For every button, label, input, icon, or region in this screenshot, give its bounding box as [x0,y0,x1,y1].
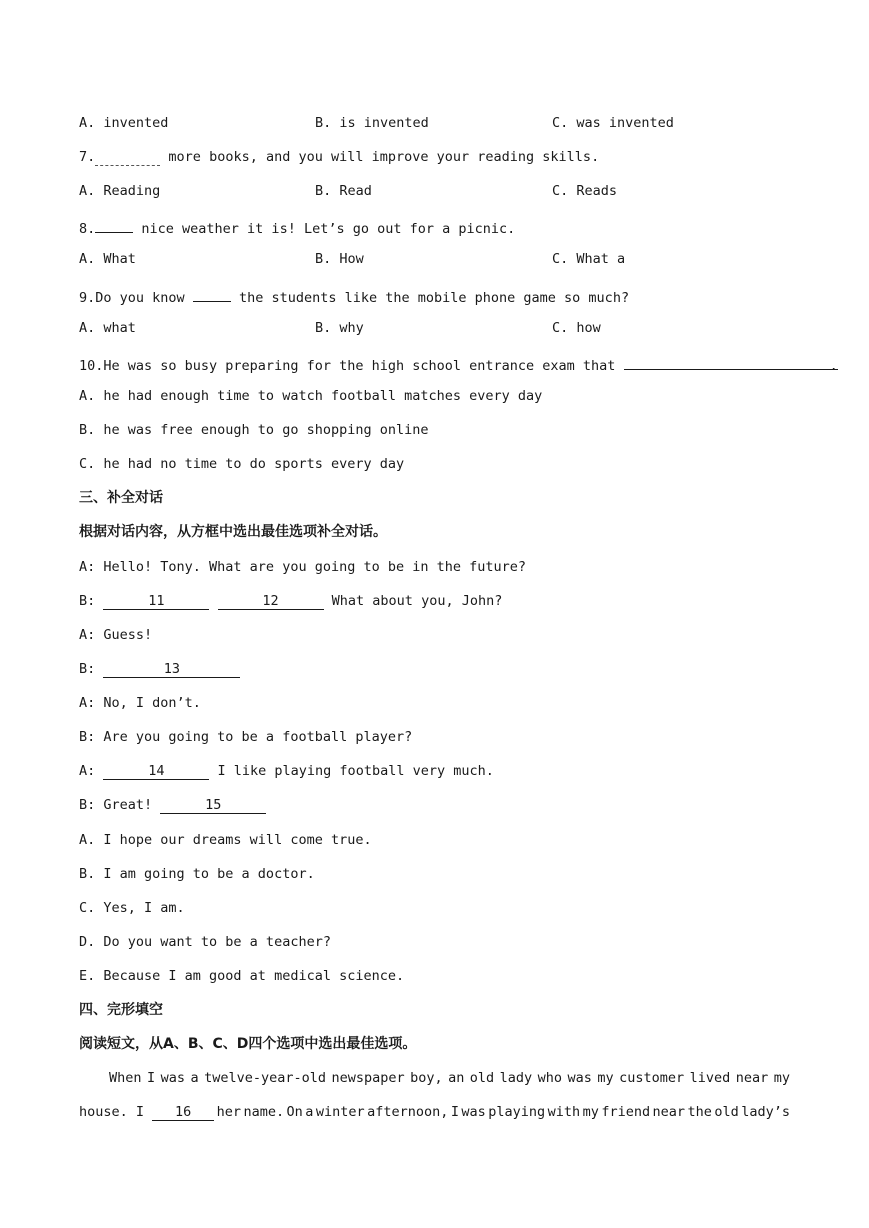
q6-option-a[interactable]: A. invented [79,115,169,131]
blank-11[interactable]: 11 [103,593,209,610]
passage-word: the [687,1104,712,1120]
passage-word: friend [601,1104,651,1120]
q10-text: 10.He was so busy preparing for the high school entrance exam that [79,358,624,374]
passage-word: lady’s [741,1104,790,1120]
dialogue-option-d[interactable]: D. Do you want to be a teacher? [79,934,331,950]
dialogue-line-8 [79,796,266,814]
passage-word: was [160,1070,185,1086]
dialogue-line-4 [79,660,240,678]
section-3-instruction: 根据对话内容，从方框中选出最佳选项补全对话。 [79,524,387,540]
q7-text: more books, and you will improve your reading skills. [160,149,600,165]
dialogue-line-7 [79,762,494,780]
passage-word: I [450,1104,459,1120]
passage-line-1-words [79,1069,790,1087]
q9-number: 9. [79,290,96,306]
q9-option-a[interactable]: A. what [79,320,136,336]
question-8 [79,216,515,238]
blank-15[interactable]: 15 [160,797,266,814]
passage-word: was [567,1070,592,1086]
passage-word: near [735,1070,769,1086]
passage-word: afternoon, [367,1104,449,1120]
passage-word: On [286,1104,303,1120]
q8-option-a[interactable]: A. What [79,251,136,267]
question-9 [79,285,629,307]
passage-blank-group [79,1103,214,1121]
passage-line-2 [79,1103,790,1121]
passage-word: lady [499,1070,533,1086]
passage-word: a [190,1070,199,1086]
speaker-b: B: [79,661,104,677]
section-3-title: 三、补全对话 [79,490,163,506]
q7-option-c[interactable]: C. Reads [552,183,618,199]
q9-text-pre: Do you know [95,290,193,306]
q7-option-a[interactable]: A. Reading [79,183,161,199]
q9-option-b[interactable]: B. why [315,320,364,336]
speaker-a: A: [79,763,104,779]
dialogue-line-2 [79,592,502,610]
passage-word: When [109,1070,142,1086]
question-10 [79,353,838,375]
passage-word: an [448,1070,465,1086]
q10-blank [624,353,838,370]
q10-option-c[interactable]: C. he had no time to do sports every day [79,456,405,472]
speaker-b: B: [79,593,104,609]
dialogue-line-6: B: Are you going to be a football player? [79,729,413,745]
passage-word: winter [315,1104,365,1120]
q8-text: nice weather it is! Let’s go out for a picnic. [133,221,516,237]
q9-text: the students like the mobile phone game so much? [230,290,630,306]
q10-option-b[interactable]: B. he was free enough to go shopping online [79,422,429,438]
section-4-instruction: 阅读短文，从A、B、C、D四个选项中选出最佳选项。 [79,1036,417,1052]
q8-blank [95,216,133,233]
passage-word: near [652,1104,686,1120]
passage-word: who [537,1070,563,1086]
dialogue-line-2-text: What about you, John? [323,593,503,609]
passage-word: a [305,1104,314,1120]
dialogue-line-1: A: Hello! Tony. What are you going to be in the future? [79,559,527,575]
q8-option-c[interactable]: C. What a [552,251,626,267]
passage-word: was [461,1104,486,1120]
blank-12[interactable]: 12 [218,593,324,610]
blank-14[interactable]: 14 [103,763,209,780]
q8-option-b[interactable]: B. How [315,251,364,267]
blank-13[interactable]: 13 [103,661,240,678]
q6-option-b[interactable]: B. is invented [315,115,429,131]
dialogue-line-8-text: B: Great! [79,797,161,813]
question-7 [79,148,599,166]
q7-option-b[interactable]: B. Read [315,183,372,199]
passage-word: my [773,1070,790,1086]
passage-word: I [146,1070,156,1086]
passage-word: boy, [410,1070,443,1086]
passage-word: with [547,1104,581,1120]
q6-option-c[interactable]: C. was invented [552,115,674,131]
dialogue-option-a[interactable]: A. I hope our dreams will come true. [79,832,372,848]
dialogue-line-5: A: No, I don’t. [79,695,201,711]
passage-word: my [597,1070,614,1086]
passage-word: name. [243,1104,285,1120]
section-4-title: 四、完形填空 [79,1002,163,1018]
passage-word: old [714,1104,739,1120]
q7-number: 7. [79,149,96,165]
dialogue-line-3: A: Guess! [79,627,153,643]
passage-word: her [216,1104,241,1120]
q9-option-c[interactable]: C. how [552,320,601,336]
passage-text: house. I [79,1104,153,1120]
dialogue-option-c[interactable]: C. Yes, I am. [79,900,185,916]
passage-word: old [469,1070,495,1086]
passage-line-1 [79,1069,790,1087]
dialogue-option-e[interactable]: E. Because I am good at medical science. [79,968,405,984]
passage-word: twelve-year-old [204,1070,326,1086]
passage-word: lived [689,1070,731,1086]
passage-word: my [582,1104,599,1120]
dialogue-line-7-text: I like playing football very much. [209,763,494,779]
blank-16[interactable]: 16 [152,1104,214,1121]
q9-blank [193,285,231,302]
passage-word: customer [619,1070,685,1086]
q10-end: . [829,358,838,374]
passage-word: newspaper [331,1070,405,1086]
q10-option-a[interactable]: A. he had enough time to watch football matches every day [79,388,543,404]
dialogue-option-b[interactable]: B. I am going to be a doctor. [79,866,315,882]
passage-word: playing [488,1104,546,1120]
passage-line-2-words [79,1103,790,1121]
q8-number: 8. [79,221,96,237]
q7-blank [95,149,160,166]
